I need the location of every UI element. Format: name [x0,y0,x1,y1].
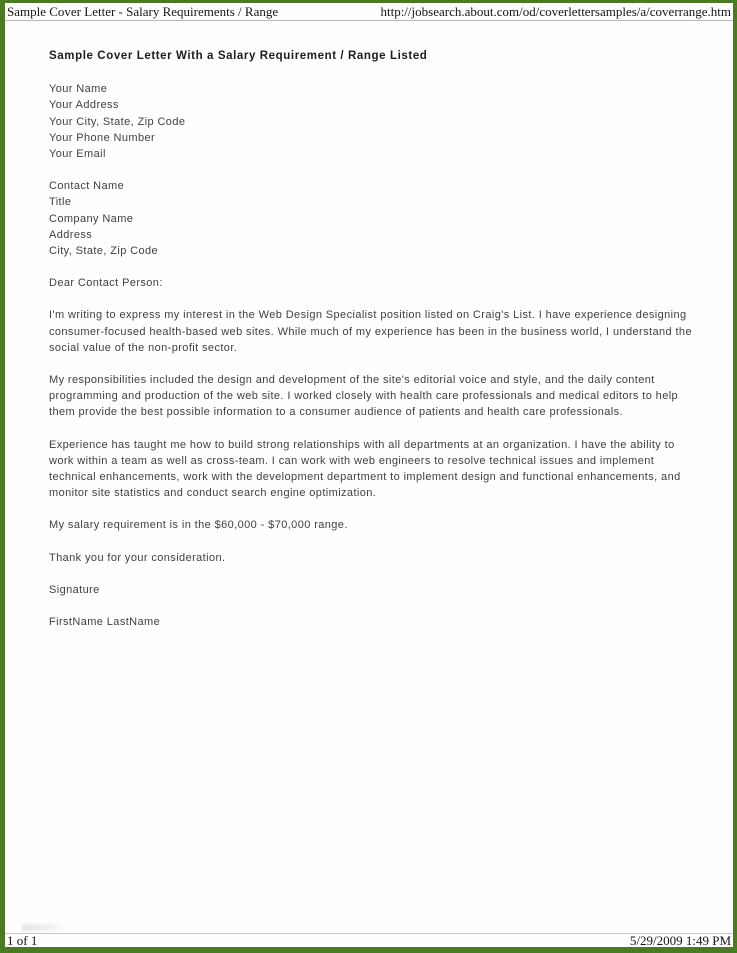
recipient-company-name: Company Name [49,212,134,225]
print-header-url: http://jobsearch.about.com/od/coverlettersamples/a/coverrange.htm [380,4,731,19]
signature-name: FirstName LastName [49,616,161,629]
print-footer [5,933,733,949]
print-header [5,3,733,19]
sender-address-block [49,81,701,162]
page-content-area [5,3,733,947]
sender-city-state-zip: Your City, State, Zip Code [49,115,186,128]
sender-email: Your Email [49,148,106,161]
print-timestamp: 5/29/2009 1:49 PM [629,933,731,948]
paragraph-experience: Experience has taught me how to build strong relationships with all departments at an organization. I have the ability to work within a team as well as cross-team. I can work with web engineers to resolve technical issues and implement technical enhancements, work with the development department to implement design and functional enhancements, and monitor site statistics and conduct search engine optimization. [49,438,681,500]
paragraph-introduction: I'm writing to express my interest in the Web Design Specialist position listed on Craig's List. I have experience designing consumer-focused health-based web sites. While much of my experience has been in the business world, I understand the social value of the non-profit sector. [49,309,692,354]
paragraph-responsibilities: My responsibilities included the design and development of the site's editorial voice and style, and the daily content programming and production of the web site. I worked closely with health care professionals and medical editors to help them provide the best possible information to a consumer audience of patients and health care professionals. [49,374,679,419]
sender-name: Your Name [49,83,108,96]
recipient-city-state-zip: City, State, Zip Code [49,245,159,258]
sender-address: Your Address [49,99,119,112]
recipient-address-block [49,178,701,259]
signature-label: Signature [49,583,100,596]
sender-phone: Your Phone Number [49,131,156,144]
salutation: Dear Contact Person: [49,277,163,290]
letter-heading: Sample Cover Letter With a Salary Requirement / Range Listed [49,50,428,62]
paragraph-salary-requirement: My salary requirement is in the $60,000 - $70,000 range. [49,519,348,532]
header-divider [5,20,733,21]
recipient-address: Address [49,228,93,241]
closing-line: Thank you for your consideration. [49,551,226,564]
page-number: 1 of 1 [7,933,38,948]
faint-watermark [22,924,64,931]
recipient-contact-name: Contact Name [49,180,125,193]
recipient-title: Title [49,196,72,209]
cover-letter-body [49,48,701,646]
print-header-title: Sample Cover Letter - Salary Requirements / Range [7,4,279,19]
